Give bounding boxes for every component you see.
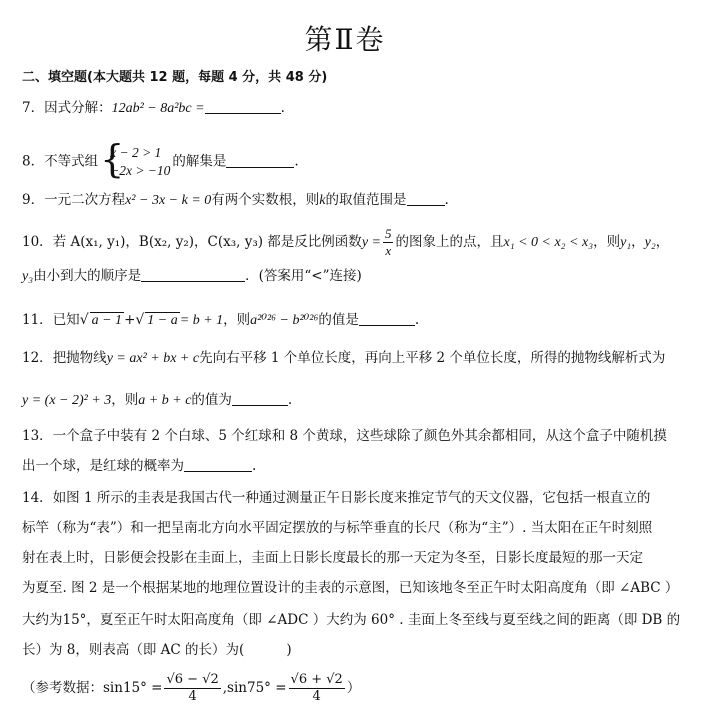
- question-text: 的值是: [318, 312, 359, 328]
- question-9: [22, 190, 449, 211]
- question-text: 射在表上时，日影便会投影在圭面上，圭面上日影长度最长的那一天定为冬至，日影长度最短的那一天定: [22, 550, 643, 566]
- math-expression: y = (x − 2)² + 3: [22, 393, 112, 408]
- fraction-denominator: 4: [312, 689, 321, 704]
- question-14-line-6: [22, 640, 292, 660]
- question-text: 大约为15°，夏至正午时太阳高度角（即 ∠ADC ）大约为 60° . 圭面上冬至线与夏至线之间的距离（即 DB 的: [22, 612, 681, 628]
- question-text: 有两个实数根，则: [211, 192, 320, 208]
- question-text: 长）为 8，则表高（即 AC 的长）为(: [22, 642, 245, 658]
- question-text: 若 A(x₁, y₁)，B(x₂, y₂)，C(x₃, y₃) 都是反比例函数: [52, 234, 362, 250]
- inequality-1: x − 2 > 1: [110, 145, 162, 160]
- question-text: 如图 1 所示的圭表是我国古代一种通过测量正午日影长度来推定节气的天文仪器，它包括一根直立的: [52, 490, 651, 506]
- question-text: ．(答案用“<”连接): [245, 268, 362, 284]
- answer-blank[interactable]: [184, 457, 252, 472]
- math-variable: y₁: [620, 235, 632, 250]
- fraction: [289, 672, 345, 705]
- math-expression: a + b + c: [138, 393, 192, 408]
- answer-blank[interactable]: [359, 311, 415, 326]
- answer-blank[interactable]: [407, 191, 445, 206]
- question-13-line-1: [22, 426, 667, 446]
- answer-blank[interactable]: [232, 391, 288, 406]
- question-text: ，则: [111, 392, 139, 408]
- question-text: 的解集是: [172, 153, 227, 170]
- math-variable: y₃: [22, 269, 34, 284]
- question-text: 已知: [52, 312, 80, 328]
- question-number: 7．: [22, 100, 45, 116]
- inequality-2: −2x > −10: [110, 163, 171, 178]
- section-heading: 二、填空题(本大题共 12 题，每题 4 分，共 48 分): [22, 70, 328, 85]
- question-14-line-3: [22, 548, 643, 568]
- question-text: 为夏至. 图 2 是一个根据某地的地理位置设计的圭表的示意图，已知该地冬至正午时太阳高度角（即 ∠ABC ）: [22, 580, 679, 596]
- question-text: 先向右平移 1 个单位长度，再向上平移 2 个单位长度，所得的抛物线解析式为: [199, 350, 666, 366]
- question-number: 9．: [22, 192, 45, 208]
- fraction-denominator: x: [385, 243, 392, 258]
- brace-symbol: {: [100, 137, 125, 181]
- fraction-numerator: √6 + √2: [290, 672, 343, 687]
- fraction-numerator: 5: [384, 226, 392, 241]
- answer-blank[interactable]: [141, 267, 245, 282]
- reference-text: （参考数据：sin15° =: [22, 680, 163, 696]
- question-14-line-2: [22, 518, 652, 538]
- question-8: [22, 137, 299, 181]
- math-expression: y = ax² + bx + c: [106, 351, 200, 366]
- fraction: [383, 226, 394, 259]
- math-expression: a²⁰²⁶ − b²⁰²⁶: [250, 313, 319, 328]
- punctuation: .: [280, 100, 285, 116]
- question-10-line-1: 10．若 A(x₁, y₁)，B(x₂, y₂)，C(x₃, y₃) 都是反比例函数y = $\frac{5}{x}$ 的图象上的点，且x₁ < 0 < x₂ < x₃，则y₁，y₂，: [22, 226, 670, 258]
- question-7: [22, 98, 285, 119]
- radicand: 1 − a: [147, 313, 178, 328]
- question-12-line-1: [22, 348, 665, 369]
- question-14-line-5: [22, 610, 680, 630]
- question-11: [22, 310, 419, 331]
- question-text: ，则: [593, 234, 621, 250]
- math-expression: = b + 1: [179, 313, 224, 328]
- punctuation: ): [286, 642, 292, 658]
- question-13-line-2: [22, 456, 256, 476]
- question-14-reference: [22, 672, 360, 705]
- page-title: 第Ⅱ卷: [304, 23, 386, 56]
- math-variable: k: [319, 193, 326, 208]
- math-variable: y₂: [644, 235, 656, 250]
- math-expression: 12ab² − 8a²bc =: [111, 101, 205, 116]
- reference-text: ）: [346, 680, 361, 696]
- question-text: 因式分解：: [44, 100, 112, 116]
- math-expression: x² − 3x − k = 0: [125, 193, 212, 208]
- punctuation: .: [287, 392, 293, 408]
- question-number: 14．: [22, 490, 53, 506]
- radical-sign: √: [135, 312, 145, 328]
- radicand: a − 1: [91, 313, 123, 328]
- question-text: 把抛物线: [52, 350, 107, 366]
- question-text: 一个盒子中装有 2 个白球、5 个红球和 8 个黄球，这些球除了颜色外其余都相同，从这个盒子中随机摸: [52, 428, 667, 444]
- plus-sign: +: [124, 312, 136, 328]
- punctuation: .: [414, 312, 420, 328]
- question-text: 标竿（称为“表”）和一把呈南北方向水平固定摆放的与标竿垂直的长尺（称为“主”）. 当太阳在正午时刻照: [22, 520, 653, 536]
- question-text: 的取值范围是: [325, 192, 407, 208]
- inequality-system: [100, 137, 171, 181]
- punctuation: .: [294, 153, 299, 170]
- question-text: 的值为: [191, 392, 232, 408]
- math-expression: y =: [361, 235, 381, 250]
- question-text: 由小到大的顺序是: [33, 268, 142, 284]
- question-number: 13．: [22, 428, 53, 444]
- question-number: 8．: [22, 153, 45, 170]
- question-10-line-2: [22, 266, 362, 287]
- fraction-numerator: √6 − √2: [166, 672, 219, 687]
- question-14-line-1: [22, 488, 650, 508]
- fraction-denominator: 4: [188, 689, 197, 704]
- answer-blank[interactable]: [226, 153, 294, 168]
- question-12-line-2: [22, 390, 292, 411]
- radical-sign: √: [79, 312, 89, 328]
- question-number: 10．: [22, 234, 53, 250]
- punctuation: .: [252, 458, 257, 474]
- question-text: 出一个球，是红球的概率为: [22, 458, 184, 474]
- question-number: 11．: [22, 312, 53, 328]
- answer-blank[interactable]: [205, 99, 281, 114]
- question-text: ，则: [223, 312, 251, 328]
- math-expression: x₁ < 0 < x₂ < x₃: [503, 235, 594, 250]
- question-number: 12．: [22, 350, 53, 366]
- fraction: [164, 672, 220, 705]
- question-text: 的图象上的点，且: [395, 234, 504, 250]
- question-text: 不等式组: [44, 153, 99, 170]
- question-text: 一元二次方程: [44, 192, 126, 208]
- question-14-line-4: [22, 578, 678, 598]
- reference-text: ,sin75° =: [222, 680, 287, 696]
- punctuation: .: [444, 192, 449, 208]
